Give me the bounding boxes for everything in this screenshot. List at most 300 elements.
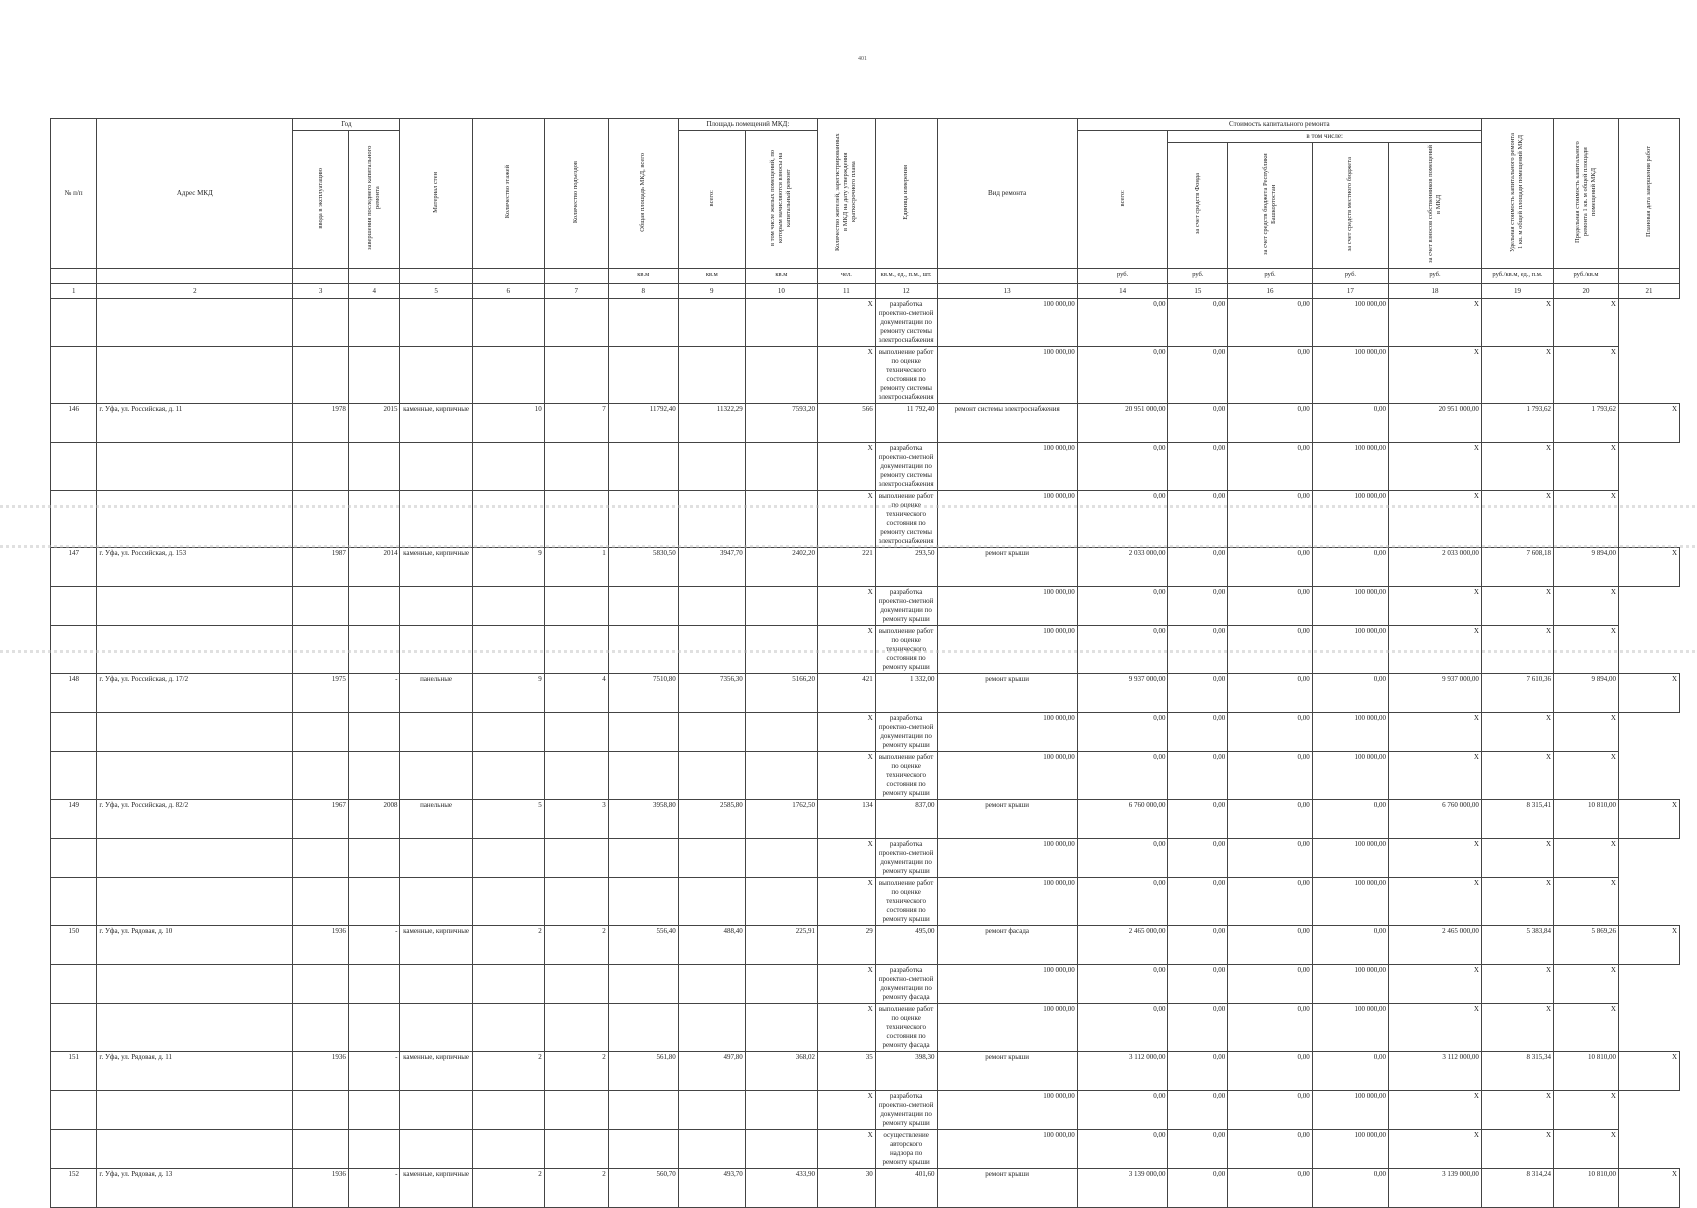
work-row — [51, 347, 1680, 404]
cost-total-cell: 100 000,00 — [937, 752, 1077, 800]
cost-republic-cell: 0,00 — [1168, 299, 1228, 347]
cost-republic-cell: 0,00 — [1168, 626, 1228, 674]
cost-local-cell: 0,00 — [1228, 1004, 1313, 1052]
unit-cost-cell: 7 608,18 — [1481, 548, 1553, 587]
empty-cell — [51, 299, 97, 347]
empty-cell — [472, 587, 544, 626]
empty-cell — [293, 347, 349, 404]
cost-owners-cell: 100 000,00 — [1312, 347, 1388, 404]
year-commission-cell: 1936 — [293, 926, 349, 965]
col-cost-fund: за счет средств Фонда — [1168, 143, 1228, 269]
wall-material-cell: каменные, кирпичные — [400, 926, 472, 965]
cost-local-cell: 0,00 — [1312, 404, 1388, 443]
premises-total-cell: 488,40 — [678, 926, 745, 965]
cost-republic-cell: 0,00 — [1168, 491, 1228, 548]
max-cost-cell: 10 810,00 — [1554, 1169, 1619, 1208]
column-number-cell: 16 — [1228, 284, 1313, 299]
cost-owners-cell: 100 000,00 — [1312, 878, 1388, 926]
cost-republic-cell: 0,00 — [1228, 404, 1313, 443]
page-number: 401 — [858, 56, 867, 62]
repair-type-cell: разработка проектно-сметной документации по ремонту крыши — [875, 1091, 937, 1130]
unit-measure-cell: X — [817, 1130, 875, 1169]
col-repair-type: Вид ремонта — [937, 119, 1077, 269]
empty-cell — [472, 443, 544, 491]
cost-total-cell: 100 000,00 — [937, 443, 1077, 491]
repair-type-cell: ремонт крыши — [937, 1169, 1077, 1208]
empty-cell — [400, 1130, 472, 1169]
empty-cell — [745, 713, 817, 752]
residents-cell: 566 — [817, 404, 875, 443]
cost-owners-cell: 100 000,00 — [1312, 491, 1388, 548]
cost-local-cell: 0,00 — [1228, 626, 1313, 674]
max-cost-cell: X — [1481, 878, 1553, 926]
column-number-cell: 15 — [1168, 284, 1228, 299]
cost-fund-cell: 0,00 — [1077, 626, 1168, 674]
empty-cell — [608, 1004, 678, 1052]
max-cost-cell: X — [1481, 1004, 1553, 1052]
total-area-cell: 5830,50 — [608, 548, 678, 587]
residents-cell: 30 — [817, 1169, 875, 1208]
unit-cost-cell: 8 315,34 — [1481, 1052, 1553, 1091]
col-cost-owners: за счет взносов собственников помещений в МКД — [1389, 143, 1482, 269]
cost-republic-cell: 0,00 — [1168, 878, 1228, 926]
units-row — [51, 269, 1680, 284]
cost-local-cell: 0,00 — [1228, 491, 1313, 548]
unit-cost-cell: X — [1389, 299, 1482, 347]
cost-local-cell: 0,00 — [1312, 674, 1388, 713]
unit-measure-cell: X — [817, 626, 875, 674]
empty-cell — [348, 1004, 400, 1052]
year-commission-cell: 1978 — [293, 404, 349, 443]
cost-local-cell: 0,00 — [1228, 347, 1313, 404]
empty-cell — [745, 752, 817, 800]
unit-cell — [544, 269, 608, 284]
cost-fund-cell: 0,00 — [1077, 587, 1168, 626]
empty-cell — [400, 752, 472, 800]
empty-cell — [608, 443, 678, 491]
cost-local-cell: 0,00 — [1228, 587, 1313, 626]
cost-total-cell: 100 000,00 — [937, 347, 1077, 404]
repair-type-cell: разработка проектно-сметной документации по ремонту крыши — [875, 839, 937, 878]
empty-cell — [678, 878, 745, 926]
cost-republic-cell: 0,00 — [1168, 443, 1228, 491]
col-year-commission: ввода в эксплуатацию — [293, 131, 349, 269]
cost-total-cell: 9 937 000,00 — [1077, 674, 1168, 713]
unit-cell: кв.м., ед., п.м., шт. — [875, 269, 937, 284]
planned-date-cell: X — [1554, 1004, 1619, 1052]
empty-cell — [745, 1130, 817, 1169]
house-row — [51, 800, 1680, 839]
empty-cell — [51, 1091, 97, 1130]
cost-fund-cell: 0,00 — [1077, 752, 1168, 800]
col-unit-cost: Удельная стоимость капитального ремонта 1 кв. м общей площади помещений МКД — [1481, 119, 1553, 269]
unit-cell — [400, 269, 472, 284]
empty-cell — [678, 965, 745, 1004]
repair-type-cell: разработка проектно-сметной документации по ремонту системы электроснабжения — [875, 299, 937, 347]
cost-local-cell: 0,00 — [1312, 548, 1388, 587]
house-row — [51, 674, 1680, 713]
unit-cell — [293, 269, 349, 284]
planned-date-cell: X — [1554, 491, 1619, 548]
empty-cell — [97, 587, 293, 626]
cost-local-cell: 0,00 — [1228, 1091, 1313, 1130]
cost-owners-cell: 20 951 000,00 — [1389, 404, 1482, 443]
column-number-cell: 10 — [745, 284, 817, 299]
empty-cell — [678, 752, 745, 800]
unit-cost-cell: X — [1389, 752, 1482, 800]
empty-cell — [51, 713, 97, 752]
column-number-cell: 4 — [348, 284, 400, 299]
scan-artifact — [0, 650, 1697, 653]
cost-republic-cell: 0,00 — [1168, 965, 1228, 1004]
cost-local-cell: 0,00 — [1228, 299, 1313, 347]
cost-owners-cell: 9 937 000,00 — [1389, 674, 1482, 713]
cost-total-cell: 2 033 000,00 — [1077, 548, 1168, 587]
cost-local-cell: 0,00 — [1228, 443, 1313, 491]
premises-total-cell: 2585,80 — [678, 800, 745, 839]
empty-cell — [51, 443, 97, 491]
premises-incl-cell: 7593,20 — [745, 404, 817, 443]
empty-cell — [97, 1091, 293, 1130]
unit-cost-cell: 1 793,62 — [1481, 404, 1553, 443]
cost-fund-cell: 0,00 — [1077, 299, 1168, 347]
unit-cell: кв.м — [608, 269, 678, 284]
residents-cell: 134 — [817, 800, 875, 839]
cost-local-cell: 0,00 — [1228, 752, 1313, 800]
cost-total-cell: 100 000,00 — [937, 491, 1077, 548]
cost-republic-cell: 0,00 — [1168, 1091, 1228, 1130]
cost-fund-cell: 0,00 — [1077, 347, 1168, 404]
total-area-cell: 560,70 — [608, 1169, 678, 1208]
empty-cell — [348, 839, 400, 878]
repair-type-cell: ремонт крыши — [937, 1052, 1077, 1091]
total-area-cell: 561,80 — [608, 1052, 678, 1091]
unit-measure-cell: 11 792,40 — [875, 404, 937, 443]
max-cost-cell: X — [1481, 443, 1553, 491]
unit-cell: руб. — [1389, 269, 1482, 284]
work-row — [51, 752, 1680, 800]
column-number-cell: 19 — [1481, 284, 1553, 299]
cost-local-cell: 0,00 — [1312, 1052, 1388, 1091]
planned-date-cell: X — [1554, 1130, 1619, 1169]
empty-cell — [608, 965, 678, 1004]
empty-cell — [544, 965, 608, 1004]
empty-cell — [293, 839, 349, 878]
empty-cell — [348, 443, 400, 491]
empty-cell — [97, 299, 293, 347]
work-row — [51, 443, 1680, 491]
unit-cost-cell: X — [1389, 443, 1482, 491]
max-cost-cell: X — [1481, 491, 1553, 548]
planned-date-cell: X — [1618, 404, 1679, 443]
unit-cost-cell: 7 610,36 — [1481, 674, 1553, 713]
column-number-cell: 7 — [544, 284, 608, 299]
empty-cell — [293, 965, 349, 1004]
work-row — [51, 878, 1680, 926]
empty-cell — [608, 878, 678, 926]
cost-owners-cell: 100 000,00 — [1312, 299, 1388, 347]
column-number-cell: 21 — [1618, 284, 1679, 299]
empty-cell — [745, 878, 817, 926]
empty-cell — [544, 713, 608, 752]
repair-type-cell: разработка проектно-сметной документации по ремонту крыши — [875, 587, 937, 626]
unit-measure-cell: X — [817, 347, 875, 404]
unit-measure-cell: 293,50 — [875, 548, 937, 587]
col-cost-republic: за счет средств бюджета Республики Башкортостан — [1228, 143, 1313, 269]
empty-cell — [51, 587, 97, 626]
entrances-cell: 1 — [544, 548, 608, 587]
unit-cell — [348, 269, 400, 284]
empty-cell — [51, 752, 97, 800]
empty-cell — [544, 443, 608, 491]
work-row — [51, 965, 1680, 1004]
empty-cell — [745, 299, 817, 347]
cost-republic-cell: 0,00 — [1228, 674, 1313, 713]
floors-cell: 2 — [472, 1169, 544, 1208]
cost-republic-cell: 0,00 — [1168, 713, 1228, 752]
cost-fund-cell: 0,00 — [1077, 491, 1168, 548]
cost-fund-cell: 0,00 — [1077, 1130, 1168, 1169]
empty-cell — [51, 347, 97, 404]
row-number: 150 — [51, 926, 97, 965]
empty-cell — [293, 713, 349, 752]
col-wall-material: Материал стен — [400, 119, 472, 269]
year-commission-cell: 1936 — [293, 1169, 349, 1208]
house-row — [51, 548, 1680, 587]
empty-cell — [745, 491, 817, 548]
col-year-last-repair: завершения последнего капитального ремонта — [348, 131, 400, 269]
col-unit: Единица измерения — [875, 119, 937, 269]
max-cost-cell: X — [1481, 1091, 1553, 1130]
column-number-cell: 3 — [293, 284, 349, 299]
empty-cell — [745, 839, 817, 878]
empty-cell — [348, 752, 400, 800]
row-number: 148 — [51, 674, 97, 713]
column-number-cell: 11 — [817, 284, 875, 299]
unit-cost-cell: X — [1389, 1130, 1482, 1169]
empty-cell — [544, 491, 608, 548]
cost-local-cell: 0,00 — [1228, 1130, 1313, 1169]
empty-cell — [472, 965, 544, 1004]
empty-cell — [51, 965, 97, 1004]
empty-cell — [472, 752, 544, 800]
wall-material-cell: каменные, кирпичные — [400, 1052, 472, 1091]
empty-cell — [608, 752, 678, 800]
empty-cell — [678, 491, 745, 548]
empty-cell — [745, 443, 817, 491]
empty-cell — [472, 299, 544, 347]
unit-measure-cell: X — [817, 299, 875, 347]
cost-owners-cell: 100 000,00 — [1312, 839, 1388, 878]
cost-owners-cell: 6 760 000,00 — [1389, 800, 1482, 839]
unit-measure-cell: 495,00 — [875, 926, 937, 965]
empty-cell — [400, 713, 472, 752]
cost-owners-cell: 100 000,00 — [1312, 1130, 1388, 1169]
cost-fund-cell: 0,00 — [1077, 1091, 1168, 1130]
empty-cell — [293, 878, 349, 926]
max-cost-cell: X — [1481, 347, 1553, 404]
address-cell: г. Уфа, ул. Рядовая, д. 10 — [97, 926, 293, 965]
empty-cell — [678, 1130, 745, 1169]
empty-cell — [472, 491, 544, 548]
empty-cell — [348, 713, 400, 752]
work-row — [51, 587, 1680, 626]
empty-cell — [97, 752, 293, 800]
cost-republic-cell: 0,00 — [1168, 752, 1228, 800]
max-cost-cell: X — [1481, 626, 1553, 674]
empty-cell — [97, 443, 293, 491]
unit-cell — [1618, 269, 1679, 284]
col-total-area: Общая площадь МКД, всего — [608, 119, 678, 269]
unit-cost-cell: X — [1389, 713, 1482, 752]
cost-owners-cell: 3 112 000,00 — [1389, 1052, 1482, 1091]
cost-owners-cell: 100 000,00 — [1312, 626, 1388, 674]
year-repair-cell: - — [348, 674, 400, 713]
address-cell: г. Уфа, ул. Российская, д. 82/2 — [97, 800, 293, 839]
unit-cell: руб./кв.м, ед., п.м. — [1481, 269, 1553, 284]
cost-republic-cell: 0,00 — [1228, 548, 1313, 587]
empty-cell — [293, 1004, 349, 1052]
unit-cost-cell: X — [1389, 347, 1482, 404]
unit-cost-cell: X — [1389, 878, 1482, 926]
floors-cell: 5 — [472, 800, 544, 839]
empty-cell — [97, 878, 293, 926]
empty-cell — [348, 299, 400, 347]
empty-cell — [745, 1091, 817, 1130]
planned-date-cell: X — [1554, 443, 1619, 491]
total-area-cell: 11792,40 — [608, 404, 678, 443]
empty-cell — [293, 1091, 349, 1130]
empty-cell — [97, 1004, 293, 1052]
unit-cost-cell: X — [1389, 1091, 1482, 1130]
wall-material-cell: панельные — [400, 800, 472, 839]
planned-date-cell: X — [1618, 926, 1679, 965]
col-no: № п/п — [51, 119, 97, 269]
cost-owners-cell: 100 000,00 — [1312, 1004, 1388, 1052]
empty-cell — [97, 839, 293, 878]
entrances-cell: 7 — [544, 404, 608, 443]
col-premises-incl: в том числе жилых помещений, по которым начисляются взносы на капитальный ремонт — [745, 131, 817, 269]
scan-artifact — [0, 505, 1697, 508]
address-cell: г. Уфа, ул. Рядовая, д. 11 — [97, 1052, 293, 1091]
empty-cell — [51, 1004, 97, 1052]
floors-cell: 9 — [472, 548, 544, 587]
unit-cost-cell: X — [1389, 1004, 1482, 1052]
year-repair-cell: - — [348, 1052, 400, 1091]
scan-artifact — [0, 545, 1697, 548]
empty-cell — [678, 347, 745, 404]
empty-cell — [472, 1004, 544, 1052]
empty-cell — [472, 1130, 544, 1169]
cost-republic-cell: 0,00 — [1228, 800, 1313, 839]
unit-measure-cell: 401,60 — [875, 1169, 937, 1208]
cost-republic-cell: 0,00 — [1168, 839, 1228, 878]
house-row — [51, 926, 1680, 965]
premises-incl-cell: 2402,20 — [745, 548, 817, 587]
repair-type-cell: выполнение работ по оценке технического состояния по ремонту фасада — [875, 1004, 937, 1052]
column-numbers-row — [51, 284, 1680, 299]
empty-cell — [400, 1091, 472, 1130]
cost-total-cell: 100 000,00 — [937, 1091, 1077, 1130]
unit-cell — [937, 269, 1077, 284]
cost-fund-cell: 0,00 — [1077, 1004, 1168, 1052]
planned-date-cell: X — [1554, 839, 1619, 878]
unit-measure-cell: X — [817, 443, 875, 491]
cost-fund-cell: 0,00 — [1077, 965, 1168, 1004]
planned-date-cell: X — [1618, 548, 1679, 587]
premises-incl-cell: 225,91 — [745, 926, 817, 965]
cost-fund-cell: 0,00 — [1077, 839, 1168, 878]
empty-cell — [745, 587, 817, 626]
empty-cell — [97, 491, 293, 548]
max-cost-cell: 5 869,26 — [1554, 926, 1619, 965]
empty-cell — [544, 347, 608, 404]
repair-type-cell: ремонт фасада — [937, 926, 1077, 965]
premises-incl-cell: 368,02 — [745, 1052, 817, 1091]
repair-type-cell: выполнение работ по оценке технического состояния по ремонту крыши — [875, 878, 937, 926]
entrances-cell: 4 — [544, 674, 608, 713]
unit-measure-cell: 1 332,00 — [875, 674, 937, 713]
max-cost-cell: X — [1481, 299, 1553, 347]
empty-cell — [51, 839, 97, 878]
work-row — [51, 713, 1680, 752]
empty-cell — [678, 443, 745, 491]
col-address: Адрес МКД — [97, 119, 293, 269]
cost-total-cell: 100 000,00 — [937, 1130, 1077, 1169]
column-number-cell: 12 — [875, 284, 937, 299]
cost-fund-cell: 0,00 — [1168, 926, 1228, 965]
empty-cell — [608, 347, 678, 404]
cost-fund-cell: 0,00 — [1168, 404, 1228, 443]
max-cost-cell: X — [1481, 713, 1553, 752]
unit-measure-cell: 837,00 — [875, 800, 937, 839]
planned-date-cell: X — [1554, 299, 1619, 347]
empty-cell — [608, 713, 678, 752]
cost-fund-cell: 0,00 — [1168, 800, 1228, 839]
empty-cell — [544, 878, 608, 926]
empty-cell — [348, 1130, 400, 1169]
empty-cell — [472, 347, 544, 404]
col-cost-total: всего: — [1077, 131, 1168, 269]
empty-cell — [544, 587, 608, 626]
cost-total-cell: 100 000,00 — [937, 839, 1077, 878]
unit-cell: кв.м — [678, 269, 745, 284]
column-number-cell: 13 — [937, 284, 1077, 299]
empty-cell — [348, 878, 400, 926]
cost-republic-cell: 0,00 — [1168, 587, 1228, 626]
column-number-cell: 9 — [678, 284, 745, 299]
repair-type-cell: ремонт крыши — [937, 674, 1077, 713]
year-repair-cell: 2015 — [348, 404, 400, 443]
repair-type-cell: выполнение работ по оценке технического состояния по ремонту крыши — [875, 626, 937, 674]
empty-cell — [608, 299, 678, 347]
entrances-cell: 2 — [544, 1052, 608, 1091]
empty-cell — [348, 491, 400, 548]
unit-cell — [472, 269, 544, 284]
cost-owners-cell: 100 000,00 — [1312, 1091, 1388, 1130]
unit-cost-cell: 8 314,24 — [1481, 1169, 1553, 1208]
address-cell: г. Уфа, ул. Рядовая, д. 13 — [97, 1169, 293, 1208]
col-premises-total: всего: — [678, 131, 745, 269]
total-area-cell: 7510,80 — [608, 674, 678, 713]
cost-republic-cell: 0,00 — [1228, 926, 1313, 965]
cost-owners-cell: 100 000,00 — [1312, 443, 1388, 491]
empty-cell — [745, 965, 817, 1004]
planned-date-cell: X — [1554, 713, 1619, 752]
empty-cell — [293, 299, 349, 347]
floors-cell: 2 — [472, 926, 544, 965]
planned-date-cell: X — [1554, 1091, 1619, 1130]
